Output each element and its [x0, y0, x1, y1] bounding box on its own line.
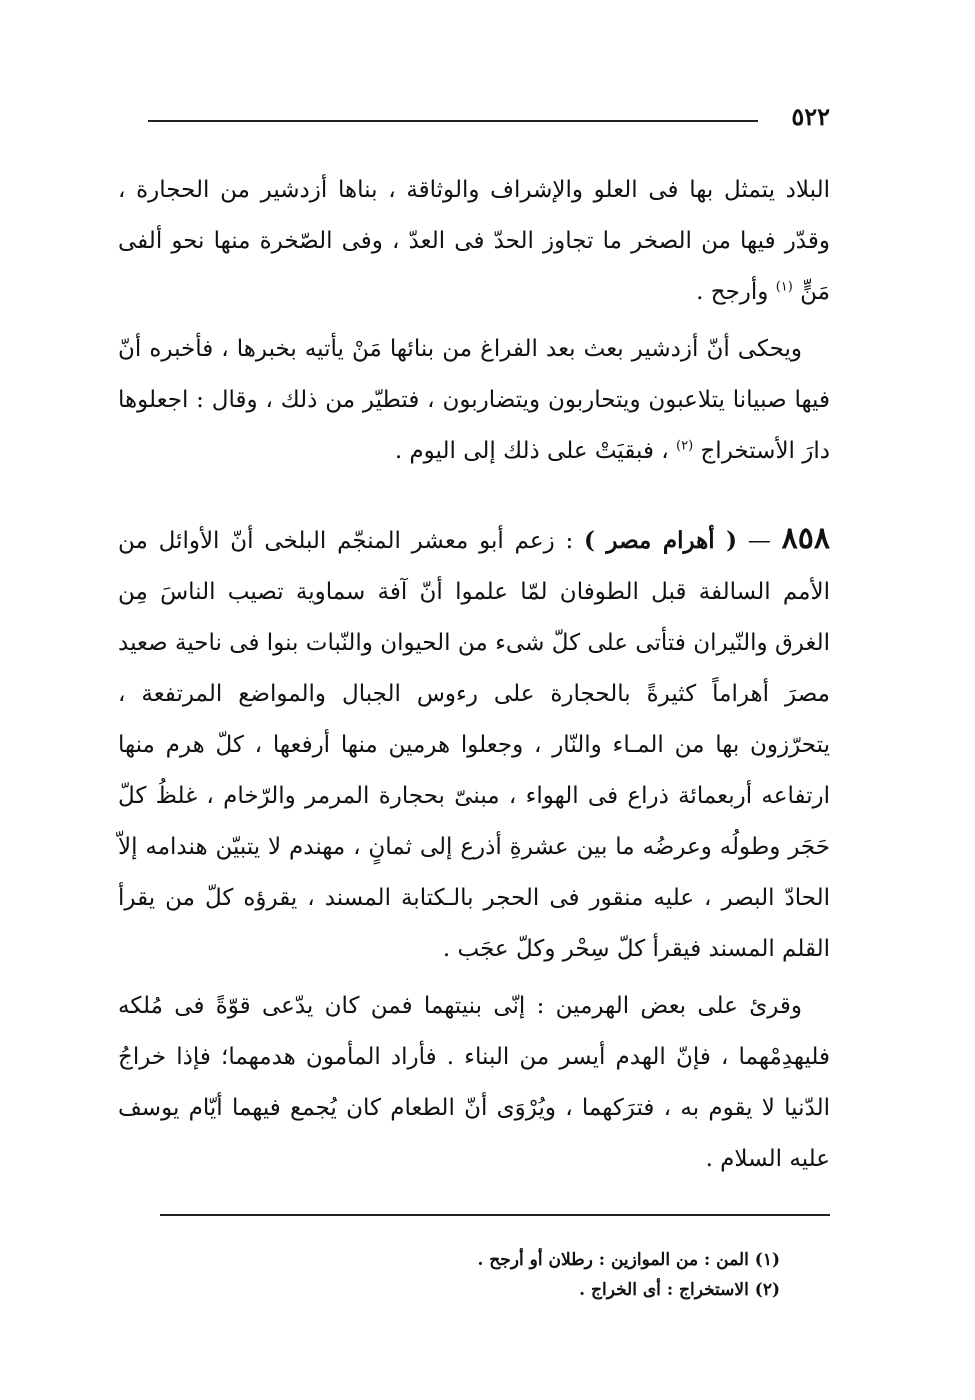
- paragraph-1: [118, 165, 830, 318]
- entry-title: ( أهرام مصر ): [584, 527, 738, 554]
- entry-858: [118, 513, 830, 975]
- paragraph-4: [118, 981, 830, 1185]
- paragraph-4-text: وقرئ على بعض الهرمين : إنّى بنيتهما فمن كان يدّعى قوّةً فى مُلكه فليهدِمْهما ، فإنّ الهدم أيسر من البناء . فأراد المأمون هدمهما؛ فإذا خراجُ الدّنيا لا يقوم به ، فترَكهما ، ويُرْوَى أنّ الطعام كان يُجمع فيهما أيّام يوسف عليه السلام .: [118, 993, 830, 1172]
- footnote-1: (١) المن : من الموازين : رطلان أو أرجح .: [477, 1250, 780, 1270]
- entry-text: : زعم أبو معشر المنجّم البلخى أنّ الأوائل من الأمم السالفة قبل الطوفان لمّا علموا أنّ آفة سماوية تصيب الناسَ مِن الغرق والنّيران فتأتى على كلّ شىء من الحيوان والنّبات بنوا فى ناحية صعيد مصرَ أهراماً كثيرةً بالحجارة على رءوس الجبال والمواضع المرتفعة ، يتحرّزون بها من المـاء والنّار ، وجعلوا هرمين منها أرفعها ، كلّ هرم منها ارتفاعه أربعمائة ذراع فى الهواء ، مبنىّ بحجارة المرمر والرّخام ، غلظُ كلّ حَجَر وطولُه وعرضُه ما بين عشرةِ أذرع إلى ثمانٍ ، مهندم لا يتبيّن هندامه إلاّ الحادّ البصر ، عليه منقور فى الحجر بالـكتابة المسند ، يقرؤه كلّ من يقرأ القلم المسند فيقرأ كلّ سِحْر وكلّ عجَب .: [118, 528, 830, 962]
- footnote-ref-1: (١): [775, 279, 793, 295]
- footnote-2: (٢) الاستخراج : أى الخراج .: [579, 1280, 780, 1300]
- paragraph-1-text: البلاد يتمثل بها فى العلو والإشراف والوثاقة ، بناها أزدشير من الحجارة ، وقدّر فيها من الصخر ما تجاوز الحدّ فى العدّ ، وفى الصّخرة منها نحو ألفى مَنٍّ: [118, 177, 830, 305]
- entry-number: ٨٥٨: [781, 521, 830, 556]
- paragraph-2-tail: ، فبقيَتْ على ذلك إلى اليوم .: [394, 438, 669, 464]
- paragraph-1-tail: وأرجح .: [696, 279, 769, 305]
- footnotes: [300, 1245, 780, 1305]
- paragraph-2: [118, 324, 830, 477]
- main-text: [118, 165, 830, 1185]
- header-rule: [148, 120, 758, 122]
- footnote-ref-2: (٢): [676, 438, 694, 454]
- page-number: ٥٢٢: [791, 102, 830, 131]
- entry-dash: —: [737, 528, 771, 554]
- footnote-rule: [160, 1214, 830, 1216]
- paragraph-2-text: ويحكى أنّ أزدشير بعث بعد الفراغ من بنائها مَنْ يأتيه بخبرها ، فأخبره أنّ فيها صبيانا يتلاعبون ويتحاربون ويتضاربون ، فتطيّر من ذلك ، وقال : اجعلوها دارَ الأستخراج: [118, 336, 830, 464]
